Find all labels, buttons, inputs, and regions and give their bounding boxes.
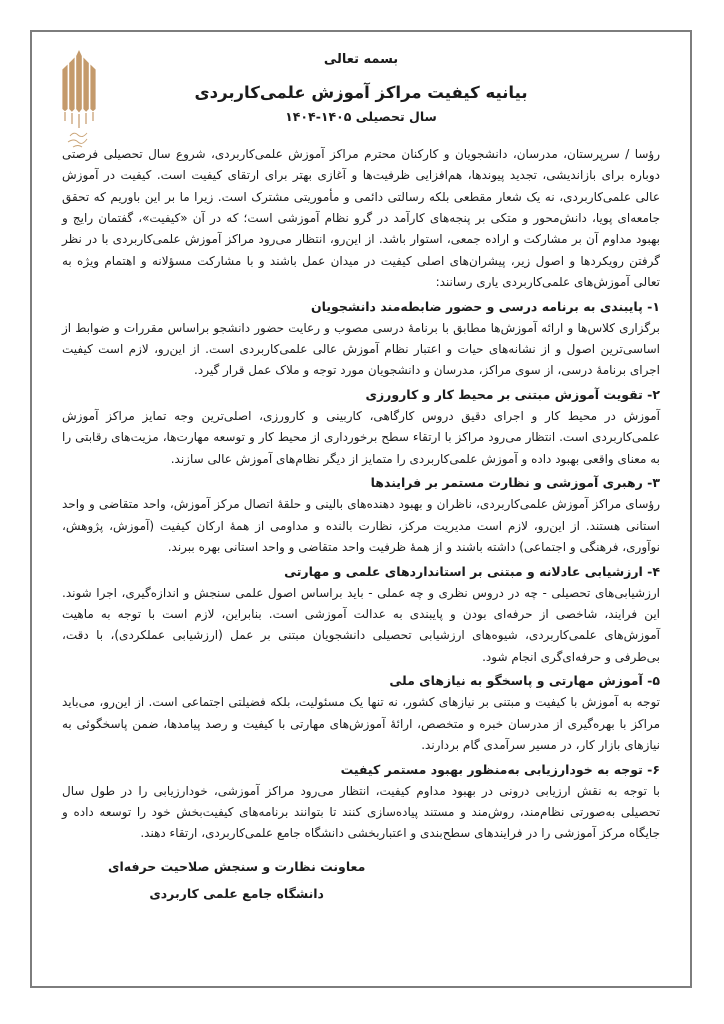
signature-university: دانشگاه جامع علمی کاربردی — [149, 886, 324, 902]
section-body-2: آموزش در محیط کار و اجرای دقیق دروس کارگاهی، کاربینی و کارورزی، اصلی‌ترین وجه تمایز مراکز آموزش علمی‌کاربردی است. انتظار می‌رود مراکز با ارتقاء سطح برخورداری از محیط کار و توسعه مهارت‌ها، مزیت‌های رقابتی را به معنای واقعی بهبود داده و آموزش علمی‌کاربردی را متمایز از دیگر نظام‌های آموزش عالی سازند. — [62, 409, 660, 466]
section-heading-4: ۴- ارزشیابی عادلانه و مبتنی بر استانداردهای علمی و مهارتی — [284, 563, 660, 579]
section-body-5: توجه به آموزش با کیفیت و مبتنی بر نیازهای کشور، نه تنها یک مسئولیت، بلکه فضیلتی اجتماعی است. از این‌رو، می‌باید مراکز با بهره‌گیری از مدرسان خبره و متخصص، ارائهٔ آموزش‌های مهارتی با کیفیت و رصد پیامدها، ضمن پاسخگوئی به نیازهای بازار کار، در مسیر سرآمدی گام بردارند. — [62, 695, 660, 753]
section-body-4: ارزشیابی‌های تحصیلی - چه در دروس نظری و چه عملی - باید براساس اصول علمی سنجش و اندازه‌گیری، اجرا شوند. این فرایند، شاخصی از حرفه‌ای بودن و پایبندی به عدالت آموزشی است. بنابراین، لازم است با توجه به ماهیت آموزش‌های علمی‌کاربردی، شیوه‌های ارزشیابی تحصیلی دانشجویان مبتنی بر عمل (ارزشیابی عملکردی)، با دقت، بی‌طرفی و حرفه‌ای‌گری انجام شود. — [62, 585, 660, 664]
section-heading-5: ۵- آموزش مهارتی و پاسخگو به نیازهای ملی — [389, 673, 660, 689]
section-heading-1: ۱- پایبندی به برنامه درسی و حضور ضابطه‌مند دانشجویان — [310, 298, 660, 314]
page-title: بیانیه کیفیت مراکز آموزش علمی‌کاربردی — [194, 83, 528, 102]
section-body-6: با توجه به نقش ارزیابی درونی در بهبود مداوم کیفیت، انتظار می‌رود مراکز آموزشی، خودارزیابی را در طول سال تحصیلی به‌صورتی نظام‌مند، روش‌مند و مستند پیاده‌سازی کنند تا بتوانند برنامه‌های کیفیت‌بخش خود را توسعه داده و جایگاه مرکز آموزشی را در فرایندهای سطح‌بندی و اعتباربخشی دانشگاه جامع علمی‌کاربردی، ارتقاء دهند. — [62, 783, 660, 841]
signature-block — [108, 853, 365, 908]
letter-content — [32, 32, 690, 908]
section-heading-6: ۶- توجه به خودارزیابی به‌منظور بهبود مستمر کیفیت — [340, 761, 660, 777]
section-body-3: رؤسای مراکز آموزش علمی‌کاربردی، ناظران و بهبود دهنده‌های بالینی و حلقهٔ اتصال مرکز آموزش، واحد متقاضی و واحد استانی هستند. از این‌رو، لازم است مدیریت مرکز، نظارت بالنده و مداومی از همهٔ ارکان کیفیت (آموزش، پژوهش، نوآوری، فرهنگی و اجتماعی) داشته باشند و از همهٔ ظرفیت واحد متقاضی و واحد استانی بهره ببرند. — [62, 497, 660, 555]
section-heading-3: ۳- رهبری آموزشی و نظارت مستمر بر فرایندها — [370, 475, 660, 491]
page-border-frame — [30, 30, 692, 988]
section-heading-2: ۲- تقویت آموزش مبتنی بر محیط کار و کارورزی — [365, 386, 660, 402]
signature-department: معاونت نظارت و سنجش صلاحیت حرفه‌ای — [108, 858, 366, 874]
bismillah-text: بسمه تعالی — [323, 52, 399, 67]
academic-year-subtitle: سال تحصیلی ۱۴۰۵-۱۴۰۴ — [285, 109, 437, 124]
intro-paragraph: رؤسا / سرپرستان، مدرسان، دانشجویان و کارکنان محترم مراکز آموزش علمی‌کاربردی، شروع سال تحصیلی فرصتی دوباره برای بازاندیشی، تجدید پیوندها، هم‌افزایی ظرفیت‌ها و آغازی بهتر برای ارتقای کیفیت است. کیفیت در آموزش عالی علمی‌کاربردی، نه یک شعار مقطعی بلکه رسالتی دائمی و مأموریتی مشترک است. زیرا ما بر این باوریم که تحقق جامعه‌ای پویا، دانش‌محور و متکی بر پنجه‌های کارآمد در گرو نظام آموزشی است؛ که در آن «کیفیت»، گفتمان رایج و بهبود مداوم آن بر مشارکت و اراده جمعی، استوار باشد. از این‌رو، انتظار می‌رود مراکز آموزش علمی‌کاربردی با در نظر گرفتن رویکردها و اصول زیر، پیشران‌های اصلی کیفیت در میدان عمل باشند و با مشارکت مسؤلانه و اهتمام ویژه به تعالی آموزش‌های علمی‌کاربردی یاری رسانند: — [62, 147, 660, 290]
section-body-1: برگزاری کلاس‌ها و ارائه آموزش‌ها مطابق با برنامهٔ درسی مصوب و رعایت حضور دانشجو براساس مقررات و ضوابط از اساسی‌ترین اصول و از نشانه‌های حیات و اعتبار نظام آموزش عالی علمی‌کاربردی است. از این‌رو، لازم است کیفیت اجرای برنامهٔ درسی، از سوی مراکز، مدرسان و دانشجویان مورد توجه و ملاک عمل قرار گیرد. — [62, 320, 660, 378]
